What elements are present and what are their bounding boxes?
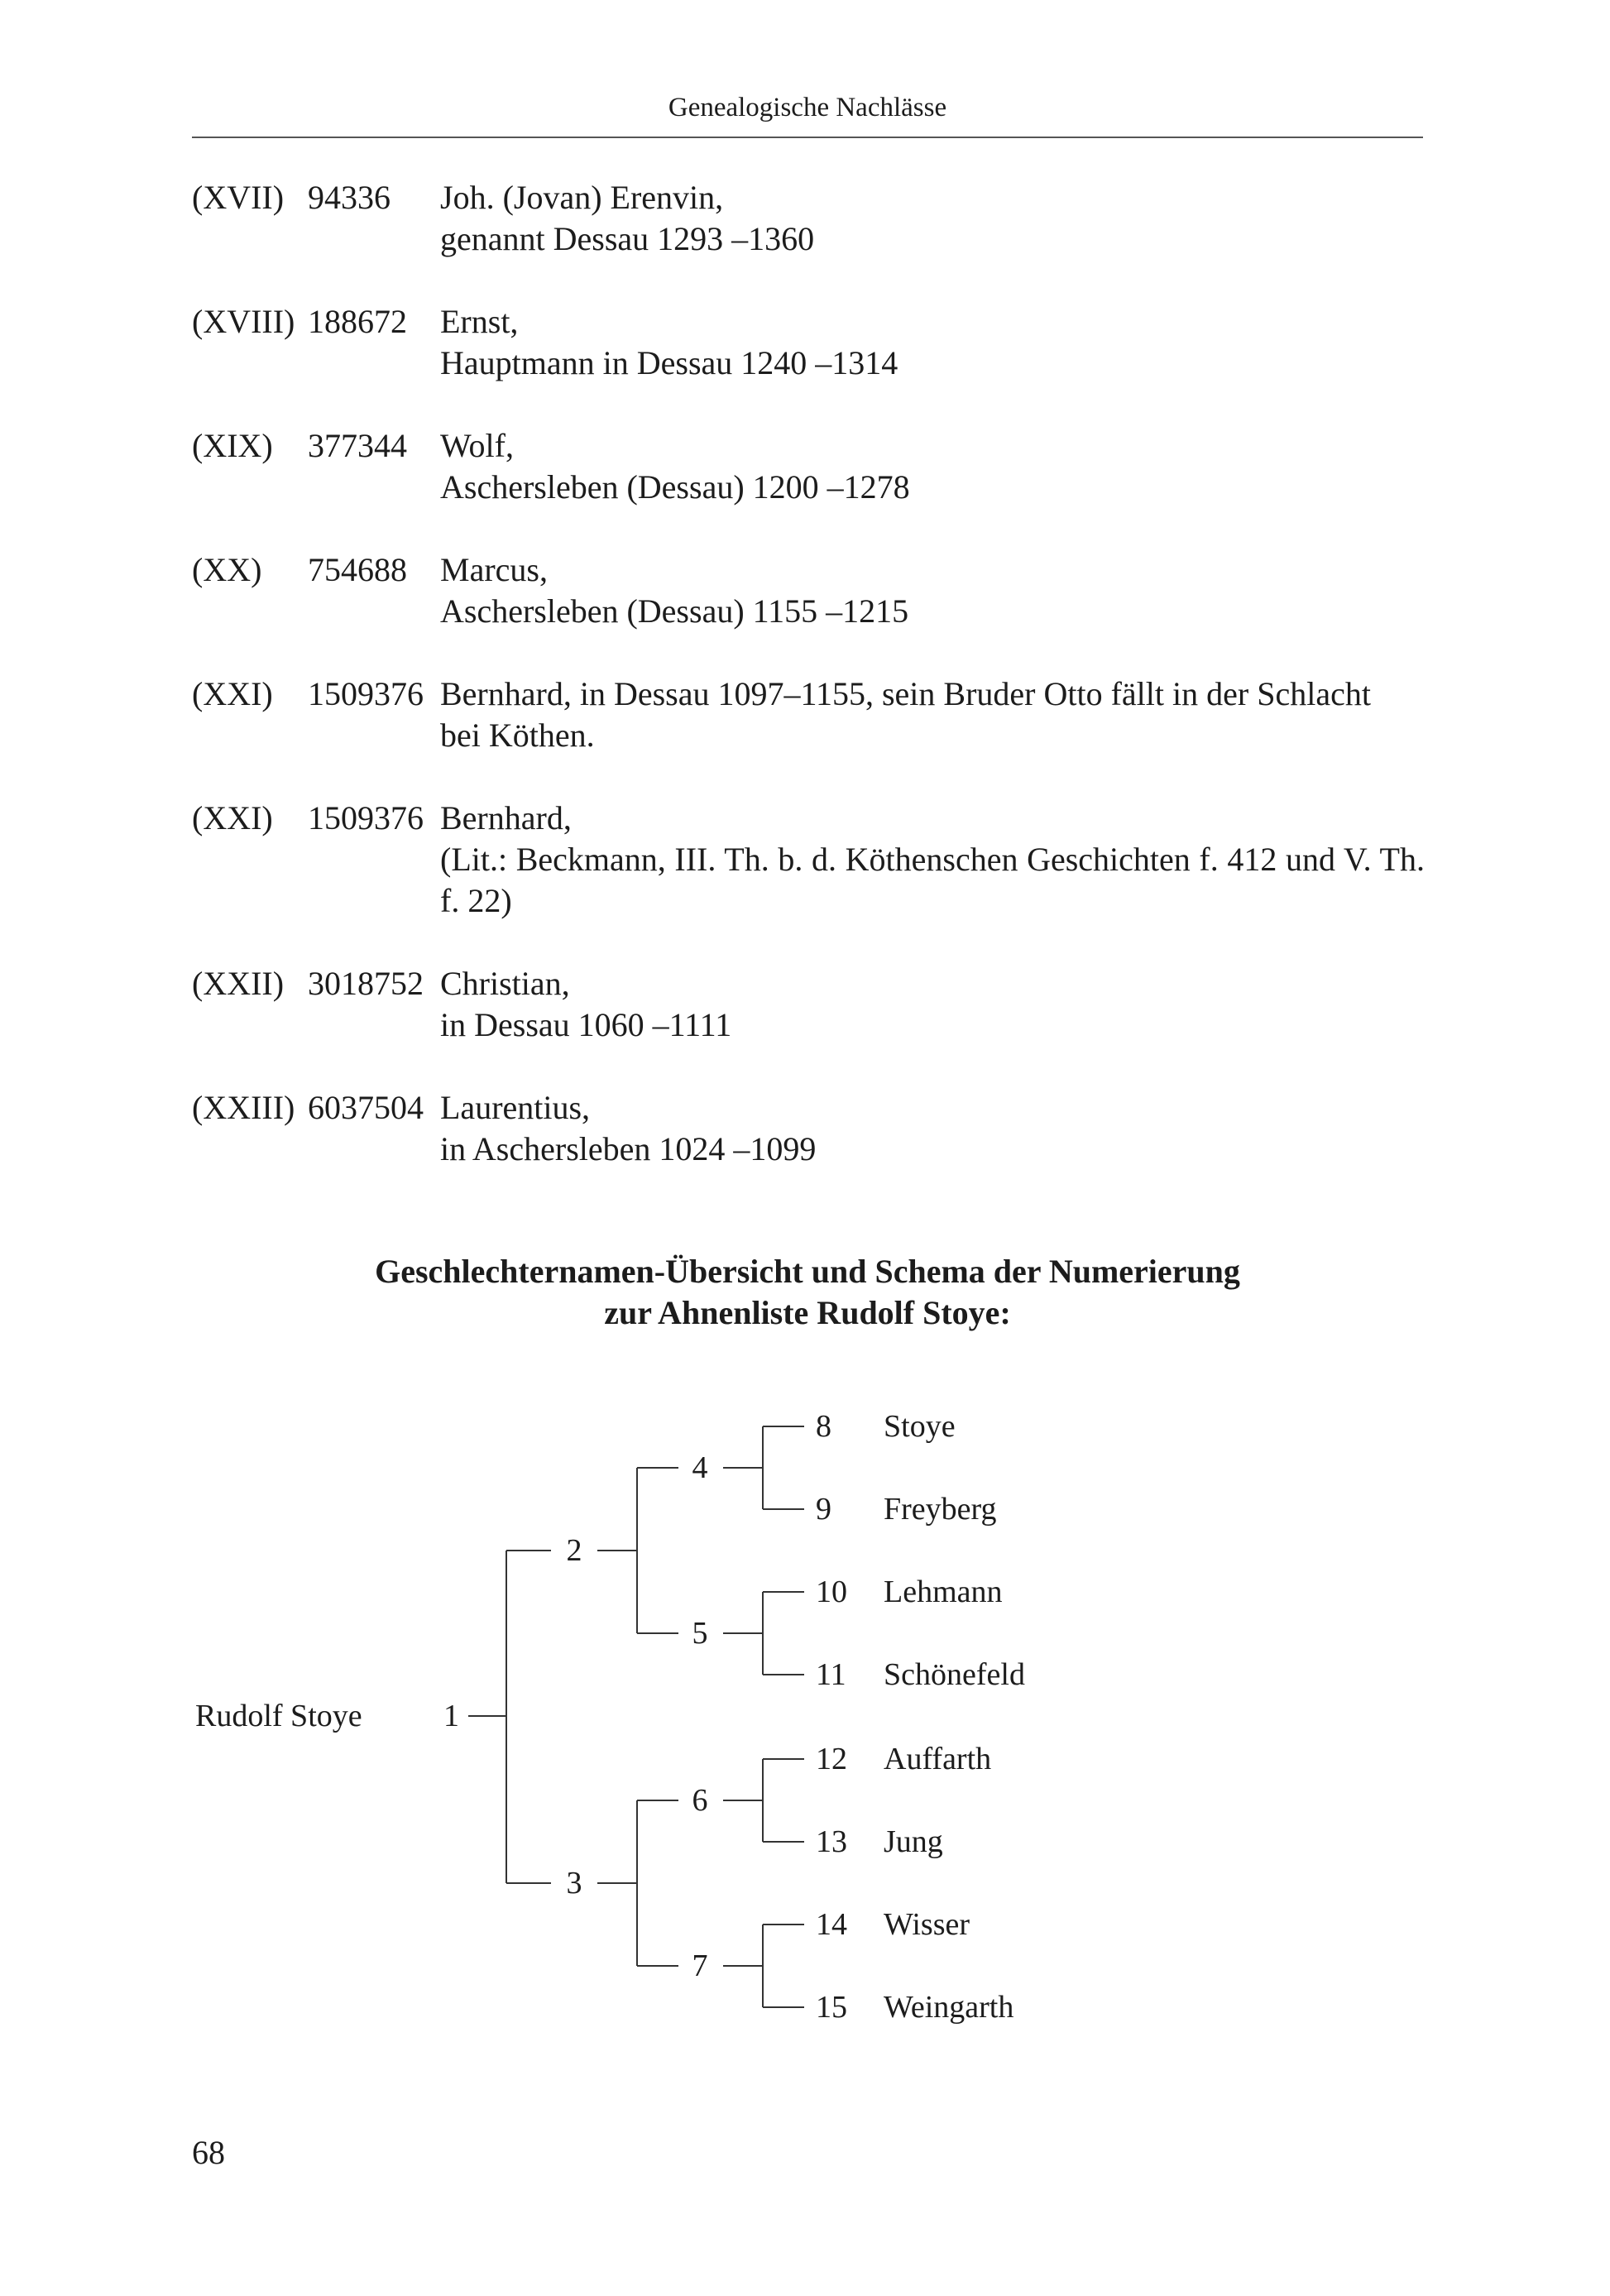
entry-number: 3018752 (308, 965, 424, 1002)
section-title-line-1: Geschlechternamen-Übersicht und Schema der Numerierung (375, 1253, 1240, 1290)
tree-node-4: 4 (692, 1450, 708, 1485)
section-title-line-2: zur Ahnenliste Rudolf Stoye: (604, 1294, 1011, 1331)
entry-generation: (XXIII) (192, 1089, 295, 1126)
entry-description: genannt Dessau 1293 –1360 (440, 220, 815, 257)
leaf-number-13: 13 (816, 1824, 847, 1859)
entry-name: Joh. (Jovan) Erenvin, (440, 179, 724, 216)
entry-description: Hauptmann in Dessau 1240 –1314 (440, 344, 898, 381)
entry-number: 377344 (308, 427, 407, 464)
leaf-name-13: Jung (884, 1824, 943, 1859)
entry-generation: (XVII) (192, 179, 285, 216)
entry-description: Aschersleben (Dessau) 1200 –1278 (440, 468, 910, 506)
entry-generation: (XXII) (192, 965, 285, 1002)
entry-name: Bernhard, (440, 799, 572, 836)
entry-name: Laurentius, (440, 1089, 591, 1126)
entry-number: 94336 (308, 179, 391, 216)
entry-number: 1509376 (308, 675, 424, 712)
entry-generation: (XIX) (192, 427, 273, 464)
entry-description: in Aschersleben 1024 –1099 (440, 1130, 817, 1167)
leaf-number-11: 11 (816, 1657, 846, 1692)
leaf-number-14: 14 (816, 1907, 847, 1942)
tree-node-2: 2 (566, 1533, 582, 1568)
leaf-number-9: 9 (816, 1492, 831, 1527)
tree-node-1: 1 (443, 1699, 459, 1733)
tree-node-3: 3 (566, 1866, 582, 1901)
entry-description: Aschersleben (Dessau) 1155 –1215 (440, 592, 909, 630)
entry-number: 754688 (308, 551, 407, 588)
entry-generation: (XXI) (192, 799, 273, 836)
entry-description: (Lit.: Beckmann, III. Th. b. d. Köthenschen Geschichten f. 412 und V. Th. f. 22) (440, 841, 1425, 919)
leaf-name-11: Schönefeld (884, 1657, 1025, 1692)
leaf-name-15: Weingarth (884, 1990, 1014, 2025)
leaf-name-12: Auffarth (884, 1742, 992, 1776)
running-header: Genealogische Nachlässe (668, 93, 947, 122)
leaf-number-15: 15 (816, 1990, 847, 2025)
page-number: 68 (192, 2134, 225, 2171)
leaf-name-9: Freyberg (884, 1492, 997, 1527)
leaf-number-10: 10 (816, 1575, 847, 1609)
entry-name: Wolf, (440, 427, 514, 464)
leaf-number-12: 12 (816, 1742, 847, 1776)
entry-number: 188672 (308, 303, 407, 340)
entry-name: Marcus, (440, 551, 548, 588)
tree-node-7: 7 (692, 1948, 708, 1983)
tree-node-6: 6 (692, 1783, 708, 1818)
leaf-name-14: Wisser (884, 1907, 970, 1942)
entry-name: Bernhard, in Dessau 1097–1155, sein Bruder Otto fällt in der Schlacht (440, 675, 1371, 712)
entry-generation: (XVIII) (192, 303, 295, 340)
entry-name: Ernst, (440, 303, 519, 340)
entry-name: Christian, (440, 965, 570, 1002)
root-name: Rudolf Stoye (195, 1699, 362, 1733)
tree-node-5: 5 (692, 1616, 708, 1651)
entry-description: bei Köthen. (440, 717, 595, 754)
leaf-name-8: Stoye (884, 1409, 956, 1444)
entry-number: 6037504 (308, 1089, 424, 1126)
leaf-number-8: 8 (816, 1409, 831, 1444)
leaf-name-10: Lehmann (884, 1575, 1003, 1609)
entry-number: 1509376 (308, 799, 424, 836)
entry-generation: (XX) (192, 551, 262, 588)
entry-description: in Dessau 1060 –1111 (440, 1006, 732, 1043)
entry-generation: (XXI) (192, 675, 273, 712)
